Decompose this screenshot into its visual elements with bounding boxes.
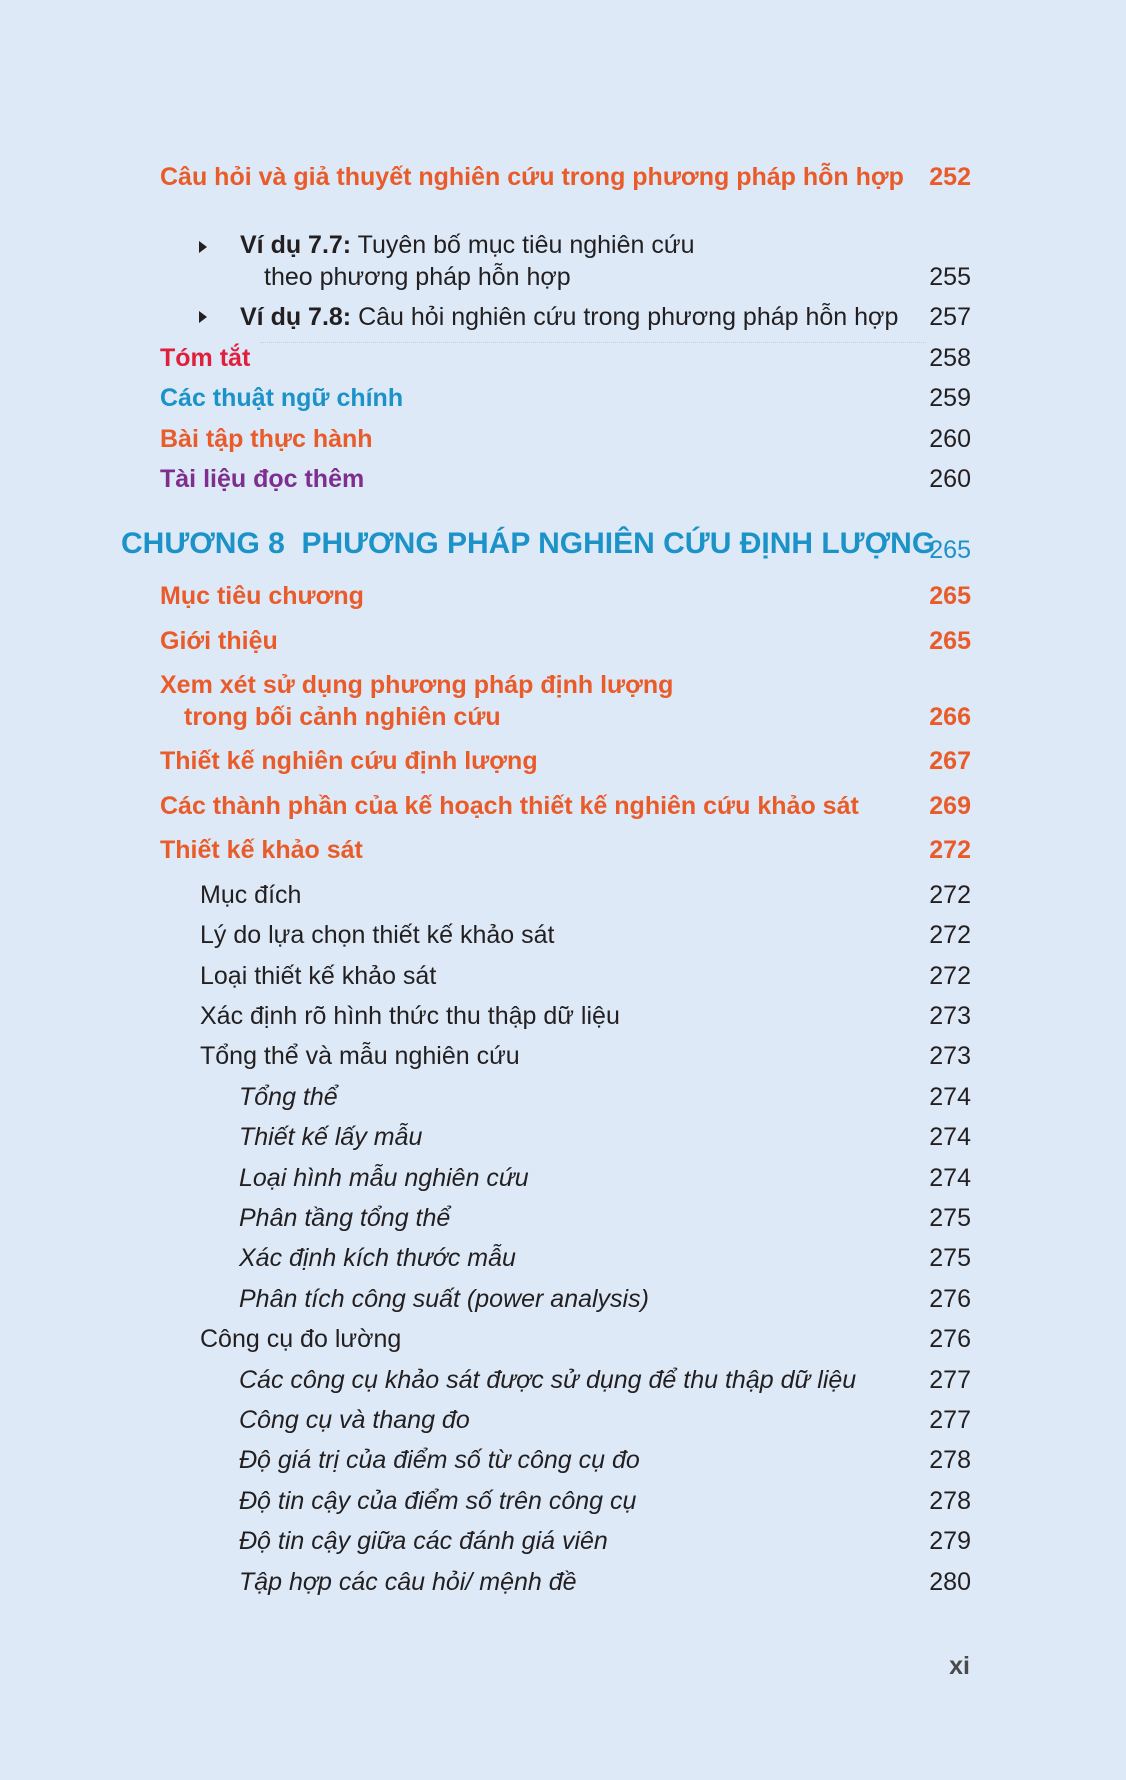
- toc-entry-label: Xác định kích thước mẫu: [239, 1244, 516, 1272]
- toc-entry-label: Loại hình mẫu nghiên cứu: [239, 1164, 529, 1192]
- toc-entry-page: 274: [929, 1123, 971, 1151]
- toc-entry-label: Tóm tắt: [160, 344, 251, 372]
- toc-entry-label: Xác định rõ hình thức thu thập dữ liệu: [200, 1002, 620, 1030]
- toc-entry-label: Mục đích: [200, 881, 302, 909]
- toc-entry-label: Câu hỏi nghiên cứu trong phương pháp hỗn hợp: [358, 303, 899, 331]
- example-line: [240, 301, 898, 333]
- toc-entry-label: Độ tin cậy của điểm số trên công cụ: [239, 1487, 637, 1515]
- toc-entry-page: 280: [929, 1568, 971, 1596]
- toc-entry-label: Công cụ đo lường: [200, 1325, 402, 1353]
- toc-entry-label: Tổng thể: [239, 1083, 338, 1111]
- example-tag: Ví dụ 7.8:: [240, 303, 352, 331]
- toc-entry-label: Loại thiết kế khảo sát: [200, 962, 437, 990]
- toc-entry-label: Mục tiêu chương: [160, 582, 364, 610]
- triangle-bullet-icon: [199, 311, 207, 323]
- toc-entry-page: 273: [929, 1042, 971, 1070]
- toc-entry-page: 257: [929, 303, 971, 331]
- toc-entry-label-cont: trong bối cảnh nghiên cứu: [184, 703, 501, 731]
- toc-entry-page: 266: [929, 703, 971, 731]
- toc-entry-label: Các công cụ khảo sát được sử dụng để thu thập dữ liệu: [239, 1366, 857, 1394]
- toc-entry-label: Giới thiệu: [160, 627, 278, 655]
- toc-entry-page: 255: [929, 263, 971, 291]
- example-tag: Ví dụ 7.7:: [240, 231, 352, 259]
- toc-entry-label: Độ tin cậy giữa các đánh giá viên: [239, 1527, 608, 1555]
- toc-entry-page: 265: [929, 627, 971, 655]
- toc-entry-label: Câu hỏi và giả thuyết nghiên cứu trong phương pháp hỗn hợp: [160, 163, 904, 191]
- toc-entry-page: 276: [929, 1285, 971, 1313]
- toc-entry-label-cont: theo phương pháp hỗn hợp: [264, 263, 571, 291]
- toc-entry-label: Tập hợp các câu hỏi/ mệnh đề: [239, 1568, 577, 1596]
- toc-entry-label: Tổng thể và mẫu nghiên cứu: [200, 1042, 520, 1070]
- triangle-bullet-icon: [199, 241, 207, 253]
- toc-entry-label: Tài liệu đọc thêm: [160, 465, 365, 493]
- toc-entry-page: 260: [929, 425, 971, 453]
- toc-entry-page: 278: [929, 1446, 971, 1474]
- toc-entry-page: 272: [929, 962, 971, 990]
- toc-entry-label: Xem xét sử dụng phương pháp định lượng: [160, 671, 674, 699]
- toc-entry-page: 269: [929, 792, 971, 820]
- toc-entry-page: 272: [929, 836, 971, 864]
- toc-entry-label: Thiết kế khảo sát: [160, 836, 363, 864]
- toc-entry-label: Phân tầng tổng thể: [239, 1204, 451, 1232]
- toc-entry-label: Thiết kế lấy mẫu: [239, 1123, 423, 1151]
- toc-entry-page: 277: [929, 1406, 971, 1434]
- chapter-title: CHƯƠNG 8 PHƯƠNG PHÁP NGHIÊN CỨU ĐỊNH LƯỢNG: [121, 527, 936, 560]
- chapter-heading[interactable]: [0, 528, 1126, 568]
- toc-entry[interactable]: [0, 669, 1126, 733]
- toc-entry-page: 274: [929, 1164, 971, 1192]
- toc-entry-label: Bài tập thực hành: [160, 425, 373, 453]
- toc-entry-page: 273: [929, 1002, 971, 1030]
- toc-entry-page: 279: [929, 1527, 971, 1555]
- toc-entry-page: 260: [929, 465, 971, 493]
- toc-entry-label: Tuyên bố mục tiêu nghiên cứu: [357, 231, 695, 259]
- toc-entry-page: 278: [929, 1487, 971, 1515]
- toc-entry-page: 258: [929, 344, 971, 372]
- toc-entry-label: Các thành phần của kế hoạch thiết kế nghiên cứu khảo sát: [160, 792, 859, 820]
- toc-entry-label: Lý do lựa chọn thiết kế khảo sát: [200, 921, 555, 949]
- toc-entry-page: 275: [929, 1204, 971, 1232]
- toc-entry-label: Phân tích công suất (power analysis): [239, 1285, 649, 1313]
- toc-entry-page: 265: [929, 582, 971, 610]
- toc-entry-page: 259: [929, 384, 971, 412]
- toc-entry-page: 276: [929, 1325, 971, 1353]
- toc-entry-label: Thiết kế nghiên cứu định lượng: [160, 747, 538, 775]
- page-number: xi: [949, 1652, 970, 1680]
- chapter-page: 265: [929, 536, 971, 564]
- toc-entry-page: 272: [929, 881, 971, 909]
- toc-entry-label: Công cụ và thang đo: [239, 1406, 470, 1434]
- toc-entry-page: 274: [929, 1083, 971, 1111]
- toc-entry-page: 252: [929, 163, 971, 191]
- toc-entry-page: 272: [929, 921, 971, 949]
- toc-entry-label: Các thuật ngữ chính: [160, 384, 404, 412]
- toc-entry-label: Độ giá trị của điểm số từ công cụ đo: [239, 1446, 640, 1474]
- toc-entry-page: 275: [929, 1244, 971, 1272]
- toc-entry-page: 277: [929, 1366, 971, 1394]
- leader: [260, 342, 926, 343]
- example-line1: [240, 229, 694, 261]
- toc-entry-example[interactable]: [0, 229, 1126, 293]
- toc-entry-page: 267: [929, 747, 971, 775]
